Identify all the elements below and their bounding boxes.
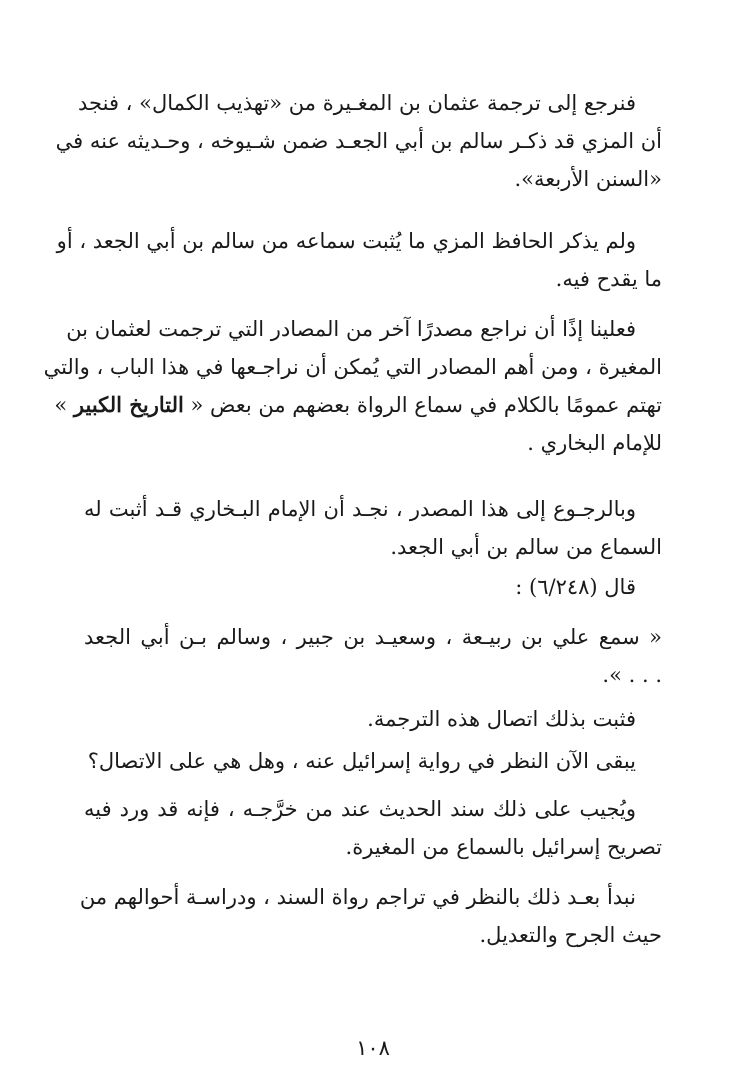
paragraph-1 [55, 84, 662, 198]
text-line: نبدأ بعـد ذلك بالنظر في تراجم رواة السند ، ودراسـة أحوالهم من [79, 885, 636, 909]
paragraph-8 [84, 742, 662, 780]
text-line: تصريح إسرائيل بالسماع من المغيرة. [345, 835, 662, 859]
paragraph-5 [84, 568, 662, 606]
paragraph-7 [84, 700, 662, 738]
text-line: يبقى الآن النظر في رواية إسرائيل عنه ، وهل هي على الاتصال؟ [87, 749, 636, 773]
text-line: أن المزي قد ذكـر سالم بن أبي الجعـد ضمن شـيوخه ، وحـديثه عنه في [55, 129, 662, 153]
text-line: المغيرة ، ومن أهم المصادر التي يُمكن أن نراجـعها في هذا الباب ، والتي [43, 355, 662, 379]
text-line: السماع من سالم بن أبي الجعد. [390, 535, 662, 559]
text-line: ويُجيب على ذلك سند الحديث عند من خرَّجـه ، فإنه قد ورد فيه [84, 797, 636, 821]
text-line: فثبت بذلك اتصال هذه الترجمة. [367, 707, 636, 731]
text-line: . . . ». [602, 663, 662, 687]
text-line: للإمام البخاري . [527, 431, 662, 455]
paragraph-10 [79, 878, 662, 954]
paragraph-4 [84, 490, 662, 566]
text-line: حيث الجرح والتعديل. [479, 923, 662, 947]
book-title: التاريخ الكبير [73, 392, 184, 417]
paragraph-9 [84, 790, 662, 866]
page-number: ١٠٨ [356, 1036, 390, 1060]
quote-paragraph [84, 618, 662, 694]
text-segment: » [54, 393, 68, 417]
text-line-with-title [54, 386, 662, 424]
text-line: فعلينا إذًا أن نراجع مصدرًا آخر من المصادر التي ترجمت لعثمان بن [66, 317, 636, 341]
text-line: قال (٦/٢٤٨) : [515, 575, 636, 599]
text-line: وبالرجـوع إلى هذا المصدر ، نجـد أن الإمام البـخاري قـد أثبت له [84, 497, 636, 521]
text-line: « سمع علي بن ربيـعة ، وسعيـد بن جبير ، وسالم بـن أبي الجعد [84, 625, 662, 649]
text-line: فنرجع إلى ترجمة عثمان بن المغـيرة من «تهذيب الكمال» ، فنجد [78, 91, 636, 115]
text-line: «السنن الأربعة». [514, 167, 662, 191]
paragraph-3 [43, 310, 662, 462]
paragraph-2 [56, 222, 662, 298]
text-segment: تهتم عمومًا بالكلام في سماع الرواة بعضهم من بعض « [190, 393, 662, 417]
text-line: ما يقدح فيه. [555, 267, 662, 291]
text-line: ولم يذكر الحافظ المزي ما يُثبت سماعه من سالم بن أبي الجعد ، أو [56, 229, 636, 253]
